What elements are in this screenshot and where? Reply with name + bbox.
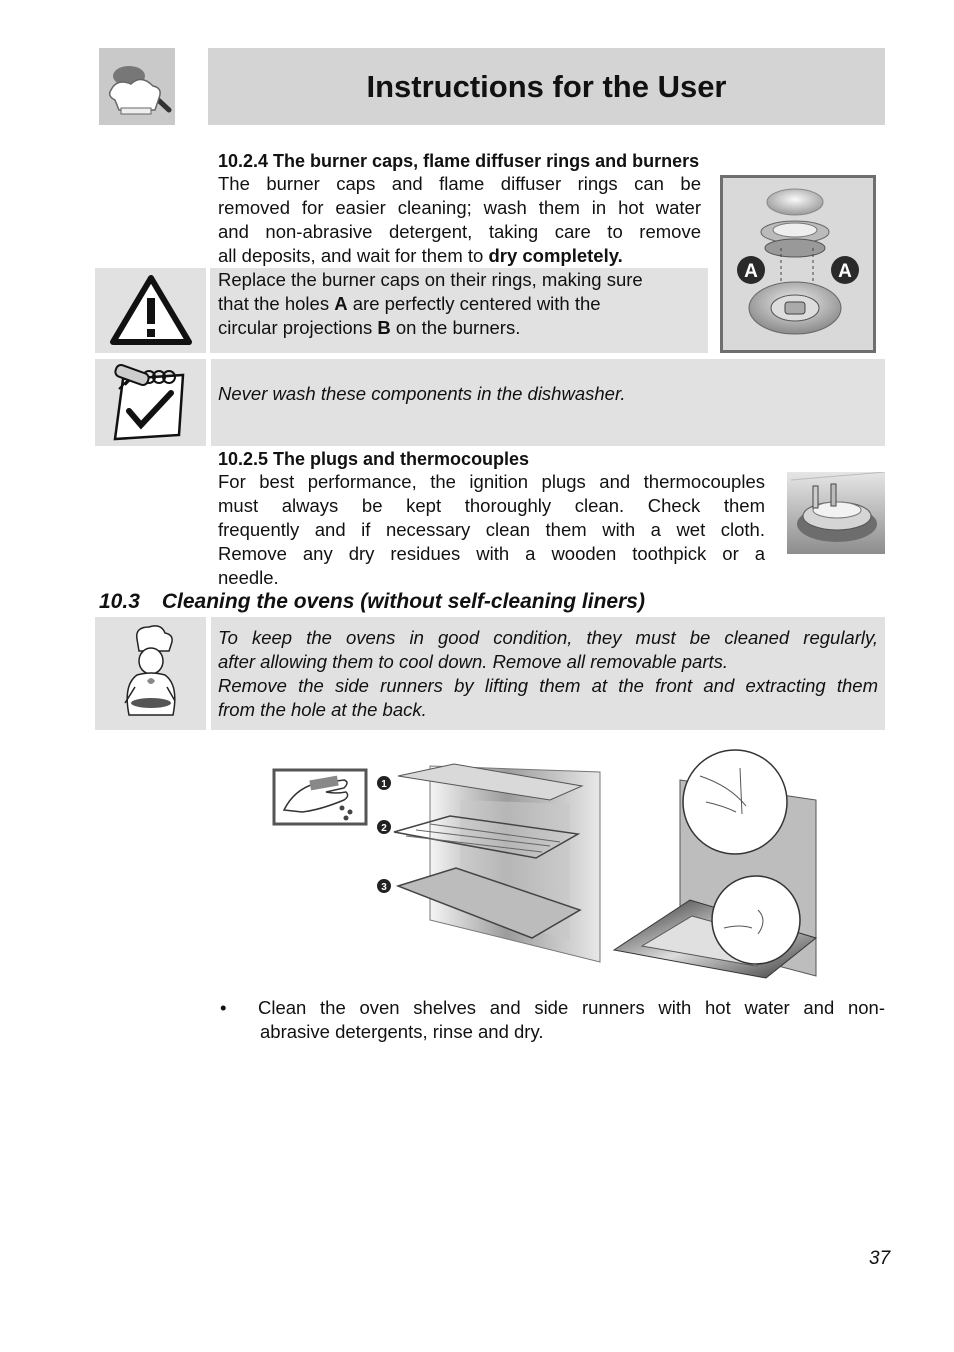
plugs-paragraph [218, 470, 765, 590]
warning-icon-cell [95, 268, 206, 353]
note-text: Never wash these components in the dishwasher. [218, 383, 626, 404]
text-line: Replace the burner caps on their rings, making sure [218, 269, 643, 290]
page-number: 37 [869, 1248, 891, 1269]
text-line: To keep the ovens in good condition, they must be cleaned regularly, [218, 627, 878, 648]
text-line: Remove any dry residues with a wooden toothpick or a [218, 543, 765, 564]
section-heading-10-3 [99, 590, 645, 614]
text-line: removed for easier cleaning; wash them in hot water [218, 197, 701, 218]
section-heading-10-2-4: 10.2.4 The burner caps, flame diffuser rings and burners [218, 151, 700, 171]
chef-cooking-icon [95, 617, 206, 730]
text-line: For best performance, the ignition plugs and thermocouples [218, 471, 765, 492]
text-line: Clean the oven shelves and side runners with hot water and non- [258, 997, 885, 1018]
text-fragment: that the holes [218, 293, 335, 314]
burner-caps-paragraph [218, 172, 701, 268]
text-line: and non-abrasive detergent, taking care to remove [218, 221, 701, 242]
spoon-hat-icon [99, 48, 175, 125]
section-number: 10.3 [99, 590, 140, 613]
burner-figure [720, 175, 876, 353]
page-title: Instructions for the User [366, 68, 727, 104]
cleaning-info-text [218, 626, 878, 722]
figure-label-a-right: A [838, 261, 852, 282]
chef-logo [99, 48, 175, 125]
bullet-marker: • [220, 997, 227, 1018]
text-line: needle. [218, 567, 279, 588]
note-icon-cell [95, 359, 206, 446]
bold-text: B [377, 317, 391, 338]
text-line: The burner caps and flame diffuser rings can be [218, 173, 701, 194]
text-fragment: all deposits, and wait for them to [218, 245, 489, 266]
figure-label-a-left: A [744, 261, 758, 282]
section-heading-10-2-5: 10.2.5 The plugs and thermocouples [218, 449, 530, 469]
text-fragment: on the burners. [390, 317, 521, 338]
bold-text: A [334, 293, 348, 314]
text-line: frequently and if necessary clean them with a wet cloth. [218, 519, 765, 540]
text-line: Remove the side runners by lifting them at the front and extracting them [218, 675, 878, 696]
text-fragment: circular projections [218, 317, 378, 338]
burner-exploded-illustration [723, 178, 873, 350]
chef-icon-cell [95, 617, 206, 730]
figure-label-3: 3 [381, 882, 387, 893]
warning-triangle-icon [95, 268, 206, 353]
bullet-row [220, 996, 885, 1020]
bullet-list-item [220, 996, 885, 1044]
text-fragment: are perfectly centered with the [347, 293, 601, 314]
text-line: must always be kept thoroughly clean. Check them [218, 495, 765, 516]
bold-text: dry completely. [488, 245, 623, 266]
warning-text [218, 268, 703, 340]
text-line [218, 292, 703, 316]
figure-label-2: 2 [381, 823, 387, 834]
figure-label-1: 1 [381, 779, 387, 790]
burner-plug-illustration [787, 472, 885, 554]
oven-parts-illustration [270, 740, 820, 980]
text-line [218, 244, 701, 268]
section-title: Cleaning the ovens (without self-cleaning liners) [161, 590, 645, 613]
oven-cleaning-figure [270, 740, 820, 980]
text-line: abrasive detergents, rinse and dry. [260, 1021, 544, 1042]
text-line [218, 316, 703, 340]
header-bar [208, 48, 885, 125]
text-line: from the hole at the back. [218, 699, 427, 720]
text-line: after allowing them to cool down. Remove all removable parts. [218, 651, 729, 672]
thermocouple-figure [787, 472, 885, 554]
notepad-check-icon [95, 359, 206, 446]
